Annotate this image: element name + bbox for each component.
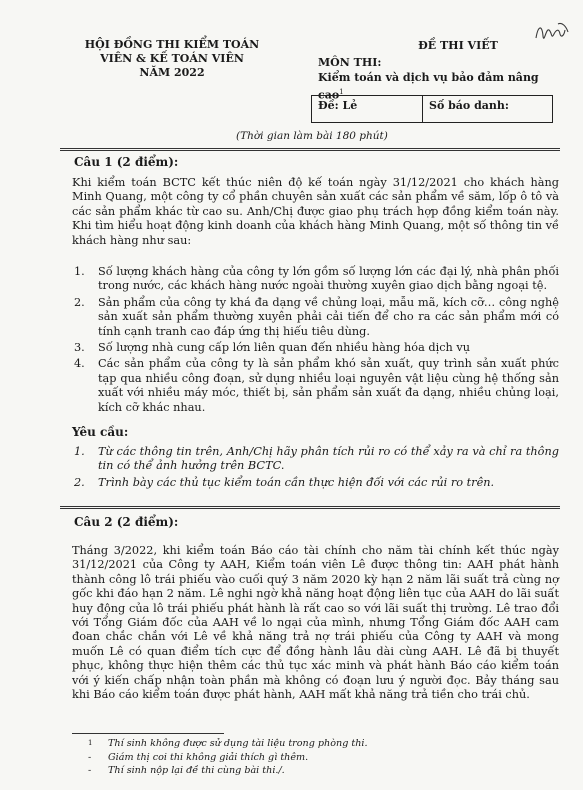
requirements-title: Yêu cầu: — [72, 425, 129, 439]
exam-type: ĐỀ THI VIẾT — [418, 39, 498, 52]
list-item: 2. Trình bày các thủ tục kiểm toán cần thực hiện đối với các rủi ro trên. — [74, 475, 495, 489]
organization-header — [72, 38, 272, 80]
list-item: 3. Số lượng nhà cung cấp lớn liên quan đến nhiều hàng hóa dịch vụ — [74, 341, 471, 355]
list-item: 1. Từ các thông tin trên, Anh/Chị hãy phân tích rủi ro có thể xảy ra và chỉ ra thông tin có thể ảnh hưởng trên BCTC. — [74, 445, 559, 473]
footnote: 1 Thí sinh không được sử dụng tài liệu trong phòng thi. — [88, 738, 368, 749]
handwritten-signature — [532, 18, 572, 50]
list-item: 1. Số lượng khách hàng của công ty lớn gồm số lượng lớn các đại lý, nhà phân phối trong nước, các khách hàng nước ngoài thường xuyên giao dịch bằng ngoại tệ. — [74, 265, 559, 293]
subject-label: MÔN THI: — [318, 56, 382, 69]
requirements-list — [72, 445, 559, 490]
footnote: - Thí sinh nộp lại đề thi cùng bài thi./. — [88, 765, 285, 776]
exam-duration: (Thời gian làm bài 180 phút) — [236, 130, 388, 142]
divider — [60, 506, 560, 509]
candidate-info-box — [311, 95, 553, 123]
question-2-body: Tháng 3/2022, khi kiểm toán Báo cáo tài chính cho năm tài chính kết thúc ngày 31/12/2021 của Công ty AAH, Kiểm toán viên Lê được thông tin: AAH phát hành thành công lô trái phiếu vào cuối quý 3 năm 2020 kỳ hạn 2 năm lãi suất trả cùng nợ gốc khi đáo hạn 2 năm. Lê nghi ngờ khả năng hoạt động liên tục của AAH do lãi suất huy động của lô trái phiếu phát hành là rất cao so với lãi suất thị trường. Lê trao đổi với Tổng Giám đốc của AAH về lo ngại của mình, nhưng Tổng Giám đốc AAH cam đoan chắc chắn với Lê về khả năng trả nợ trái phiếu của Công ty AAH và mong muốn Lê có quan điểm tích cực để đồng hành lâu dài cùng AAH. Lê đã bị thuyết phục, không thực hiện thêm các thủ tục xác minh và phát hành Báo cáo kiểm toán với ý kiến chấp nhận toàn phần mà không có đoạn lưu ý người đọc. Bảy tháng sau khi Báo cáo kiểm toán được phát hành, AAH mất khả năng trả tiền cho trái chủ. — [72, 544, 559, 702]
question-2-title: Câu 2 (2 điểm): — [74, 515, 179, 529]
exam-year: NĂM 2022 — [139, 66, 205, 79]
question-1-facts — [72, 265, 559, 415]
subject-name: Kiểm toán và dịch vụ bảo đảm nâng cao — [318, 71, 539, 102]
question-1-intro: Khi kiểm toán BCTC kết thúc niên độ kế toán ngày 31/12/2021 cho khách hàng Minh Quang, một công ty cổ phần chuyên sản xuất các sản phẩm về săm, lốp ô tô và các sản phẩm khác từ cao su. Anh/Chị được giao phụ trách hợp đồng kiểm toán này. Khi tìm hiểu hoạt động kinh doanh của khách hàng Minh Quang, một số thông tin về khách hàng như sau: — [72, 176, 559, 247]
list-item: 2. Sản phẩm của công ty khá đa dạng về chủng loại, mẫu mã, kích cỡ… công nghệ sản xuất sản phẩm thường xuyên phải cải tiến để cho ra các sản phẩm mới có tính cạnh tranh cao đáp ứng thị hiếu tiêu dùng. — [74, 295, 559, 338]
org-line-2: VIÊN & KẾ TOÁN VIÊN — [100, 52, 244, 65]
question-1-title: Câu 1 (2 điểm): — [74, 155, 179, 169]
footnote-divider — [72, 733, 224, 734]
subject-footnote-mark: 1 — [339, 88, 344, 96]
exam-code: Đề: Lẻ — [312, 96, 423, 122]
list-item: 4. Các sản phẩm của công ty là sản phẩm khó sản xuất, quy trình sản xuất phức tạp qua nhiều công đoạn, sử dụng nhiều loại nguyên vật liệu cùng hệ thống sản xuất với nhiều máy móc, thiết bị, sản phẩm sản xuất đa dạng, nhiều chủng loại, kích cỡ khác nhau. — [74, 357, 559, 414]
footnotes — [88, 737, 558, 778]
footnote: - Giám thị coi thi không giải thích gì thêm. — [88, 751, 309, 763]
org-line-1: HỘI ĐỒNG THI KIỂM TOÁN — [84, 38, 260, 51]
exam-header — [318, 38, 568, 103]
candidate-number-field: Số báo danh: — [429, 99, 509, 112]
divider — [60, 148, 560, 151]
